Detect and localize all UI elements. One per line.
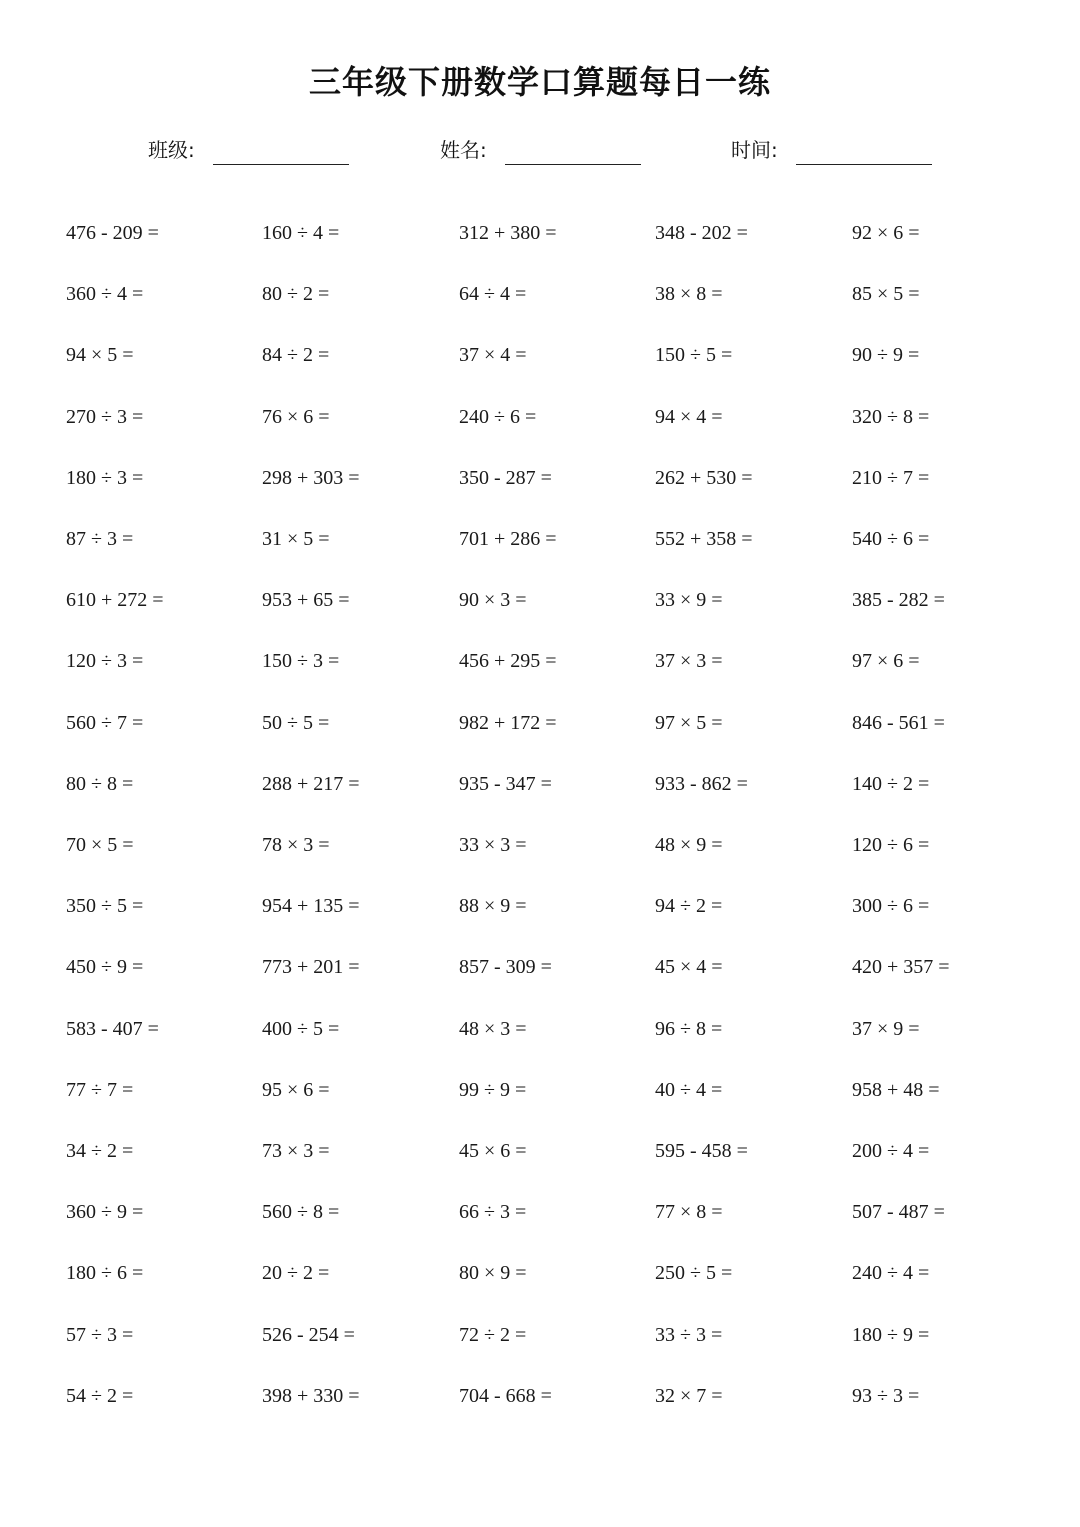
arithmetic-problem: 140 ÷ 2 = [852, 772, 930, 795]
arithmetic-problem: 97 × 6 = [852, 650, 920, 673]
arithmetic-problem: 20 ÷ 2 = [262, 1262, 330, 1285]
arithmetic-problem: 31 × 5 = [262, 528, 330, 550]
arithmetic-problem: 64 ÷ 4 = [459, 283, 527, 306]
arithmetic-problem: 240 ÷ 4 = [852, 1262, 930, 1285]
arithmetic-problem: 704 - 668 = [459, 1384, 552, 1407]
arithmetic-problem: 552 + 358 = [655, 528, 753, 550]
arithmetic-problem: 99 ÷ 9 = [459, 1078, 527, 1101]
arithmetic-problem: 288 + 217 = [262, 772, 360, 795]
arithmetic-problem: 298 + 303 = [262, 466, 360, 489]
arithmetic-problem: 933 - 862 = [655, 772, 748, 795]
problem-row [0, 1009, 1080, 1049]
arithmetic-problem: 595 - 458 = [655, 1140, 748, 1162]
time-blank-line[interactable] [796, 164, 932, 165]
arithmetic-problem: 935 - 347 = [459, 772, 552, 795]
arithmetic-problem: 420 + 357 = [852, 956, 950, 979]
problem-row [0, 703, 1080, 743]
problem-row [0, 458, 1080, 498]
arithmetic-problem: 70 × 5 = [66, 834, 134, 856]
arithmetic-problem: 87 ÷ 3 = [66, 528, 134, 550]
arithmetic-problem: 560 ÷ 8 = [262, 1201, 340, 1224]
arithmetic-problem: 33 × 3 = [459, 834, 527, 856]
arithmetic-problem: 80 × 9 = [459, 1262, 527, 1285]
problem-row [0, 213, 1080, 253]
student-info-row [0, 132, 1080, 172]
arithmetic-problem: 540 ÷ 6 = [852, 528, 930, 550]
arithmetic-problem: 398 + 330 = [262, 1384, 360, 1407]
arithmetic-problem: 37 × 9 = [852, 1017, 920, 1040]
arithmetic-problem: 583 - 407 = [66, 1017, 159, 1040]
problem-row [0, 641, 1080, 681]
arithmetic-problem: 57 ÷ 3 = [66, 1323, 134, 1346]
arithmetic-problem: 507 - 487 = [852, 1201, 945, 1224]
arithmetic-problem: 160 ÷ 4 = [262, 222, 340, 244]
arithmetic-problem: 456 + 295 = [459, 650, 557, 673]
arithmetic-problem: 32 × 7 = [655, 1384, 723, 1407]
problem-row [0, 1070, 1080, 1110]
arithmetic-problem: 120 ÷ 6 = [852, 834, 930, 856]
arithmetic-problem: 360 ÷ 9 = [66, 1201, 144, 1224]
arithmetic-problem: 526 - 254 = [262, 1323, 355, 1346]
arithmetic-problem: 180 ÷ 3 = [66, 466, 144, 489]
arithmetic-problem: 76 × 6 = [262, 405, 330, 428]
arithmetic-problem: 450 ÷ 9 = [66, 956, 144, 979]
arithmetic-problem: 38 × 8 = [655, 283, 723, 306]
arithmetic-problem: 88 × 9 = [459, 895, 527, 918]
arithmetic-problem: 96 ÷ 8 = [655, 1017, 723, 1040]
arithmetic-problem: 33 ÷ 3 = [655, 1323, 723, 1346]
arithmetic-problem: 180 ÷ 6 = [66, 1262, 144, 1285]
problem-row [0, 274, 1080, 314]
arithmetic-problem: 958 + 48 = [852, 1078, 940, 1101]
arithmetic-problem: 350 ÷ 5 = [66, 895, 144, 918]
problem-row [0, 1376, 1080, 1416]
problem-row [0, 947, 1080, 987]
arithmetic-problem: 90 ÷ 9 = [852, 344, 920, 367]
arithmetic-problem: 312 + 380 = [459, 222, 557, 244]
arithmetic-problem: 348 - 202 = [655, 222, 748, 244]
arithmetic-problem: 250 ÷ 5 = [655, 1262, 733, 1285]
arithmetic-problem: 45 × 4 = [655, 956, 723, 979]
arithmetic-problem: 150 ÷ 5 = [655, 344, 733, 367]
arithmetic-problem: 476 - 209 = [66, 222, 159, 244]
arithmetic-problem: 240 ÷ 6 = [459, 405, 537, 428]
arithmetic-problem: 48 × 3 = [459, 1017, 527, 1040]
name-blank-line[interactable] [505, 164, 641, 165]
arithmetic-problem: 120 ÷ 3 = [66, 650, 144, 673]
arithmetic-problem: 73 × 3 = [262, 1140, 330, 1162]
problem-row [0, 1131, 1080, 1171]
problem-row [0, 1315, 1080, 1355]
name-label: 姓名: [440, 138, 487, 162]
problem-row [0, 764, 1080, 804]
arithmetic-problem: 262 + 530 = [655, 466, 753, 489]
arithmetic-problem: 953 + 65 = [262, 589, 350, 612]
arithmetic-problem: 320 ÷ 8 = [852, 405, 930, 428]
problem-row [0, 335, 1080, 375]
arithmetic-problem: 33 × 9 = [655, 589, 723, 612]
arithmetic-problem: 77 ÷ 7 = [66, 1078, 134, 1101]
arithmetic-problem: 701 + 286 = [459, 528, 557, 550]
arithmetic-problem: 94 ÷ 2 = [655, 895, 723, 918]
arithmetic-problem: 77 × 8 = [655, 1201, 723, 1224]
arithmetic-problem: 180 ÷ 9 = [852, 1323, 930, 1346]
arithmetic-problem: 48 × 9 = [655, 834, 723, 856]
arithmetic-problem: 85 × 5 = [852, 283, 920, 306]
arithmetic-problem: 80 ÷ 8 = [66, 772, 134, 795]
arithmetic-problem: 94 × 5 = [66, 344, 134, 367]
arithmetic-problem: 34 ÷ 2 = [66, 1140, 134, 1162]
arithmetic-problem: 200 ÷ 4 = [852, 1140, 930, 1162]
arithmetic-problem: 90 × 3 = [459, 589, 527, 612]
arithmetic-problem: 54 ÷ 2 = [66, 1384, 134, 1407]
arithmetic-problem: 37 × 4 = [459, 344, 527, 367]
class-label: 班级: [148, 138, 195, 162]
worksheet-title: 三年级下册数学口算题每日一练 [308, 63, 771, 101]
arithmetic-problem: 857 - 309 = [459, 956, 552, 979]
arithmetic-problem: 93 ÷ 3 = [852, 1384, 920, 1407]
arithmetic-problem: 270 ÷ 3 = [66, 405, 144, 428]
arithmetic-problem: 982 + 172 = [459, 711, 557, 734]
arithmetic-problem: 72 ÷ 2 = [459, 1323, 527, 1346]
arithmetic-problem: 94 × 4 = [655, 405, 723, 428]
arithmetic-problem: 773 + 201 = [262, 956, 360, 979]
arithmetic-problem: 66 ÷ 3 = [459, 1201, 527, 1224]
arithmetic-problem: 150 ÷ 3 = [262, 650, 340, 673]
arithmetic-problem: 560 ÷ 7 = [66, 711, 144, 734]
arithmetic-problem: 95 × 6 = [262, 1078, 330, 1101]
arithmetic-problem: 300 ÷ 6 = [852, 895, 930, 918]
arithmetic-problem: 350 - 287 = [459, 466, 552, 489]
arithmetic-problem: 97 × 5 = [655, 711, 723, 734]
arithmetic-problem: 40 ÷ 4 = [655, 1078, 723, 1101]
problem-row [0, 580, 1080, 620]
problem-row [0, 397, 1080, 437]
arithmetic-problem: 846 - 561 = [852, 711, 945, 734]
arithmetic-problem: 610 + 272 = [66, 589, 164, 612]
arithmetic-problem: 92 × 6 = [852, 222, 920, 244]
arithmetic-problem: 50 ÷ 5 = [262, 711, 330, 734]
problem-row [0, 1253, 1080, 1293]
arithmetic-problem: 80 ÷ 2 = [262, 283, 330, 306]
class-blank-line[interactable] [213, 164, 349, 165]
arithmetic-problem: 84 ÷ 2 = [262, 344, 330, 367]
problem-row [0, 519, 1080, 559]
arithmetic-problem: 954 + 135 = [262, 895, 360, 918]
arithmetic-problem: 385 - 282 = [852, 589, 945, 612]
problem-row [0, 1192, 1080, 1232]
arithmetic-problem: 400 ÷ 5 = [262, 1017, 340, 1040]
arithmetic-problem: 37 × 3 = [655, 650, 723, 673]
problem-row [0, 825, 1080, 865]
problem-row [0, 886, 1080, 926]
arithmetic-problem: 78 × 3 = [262, 834, 330, 856]
arithmetic-problem: 360 ÷ 4 = [66, 283, 144, 306]
arithmetic-problem: 210 ÷ 7 = [852, 466, 930, 489]
time-label: 时间: [731, 138, 778, 162]
arithmetic-problem: 45 × 6 = [459, 1140, 527, 1162]
